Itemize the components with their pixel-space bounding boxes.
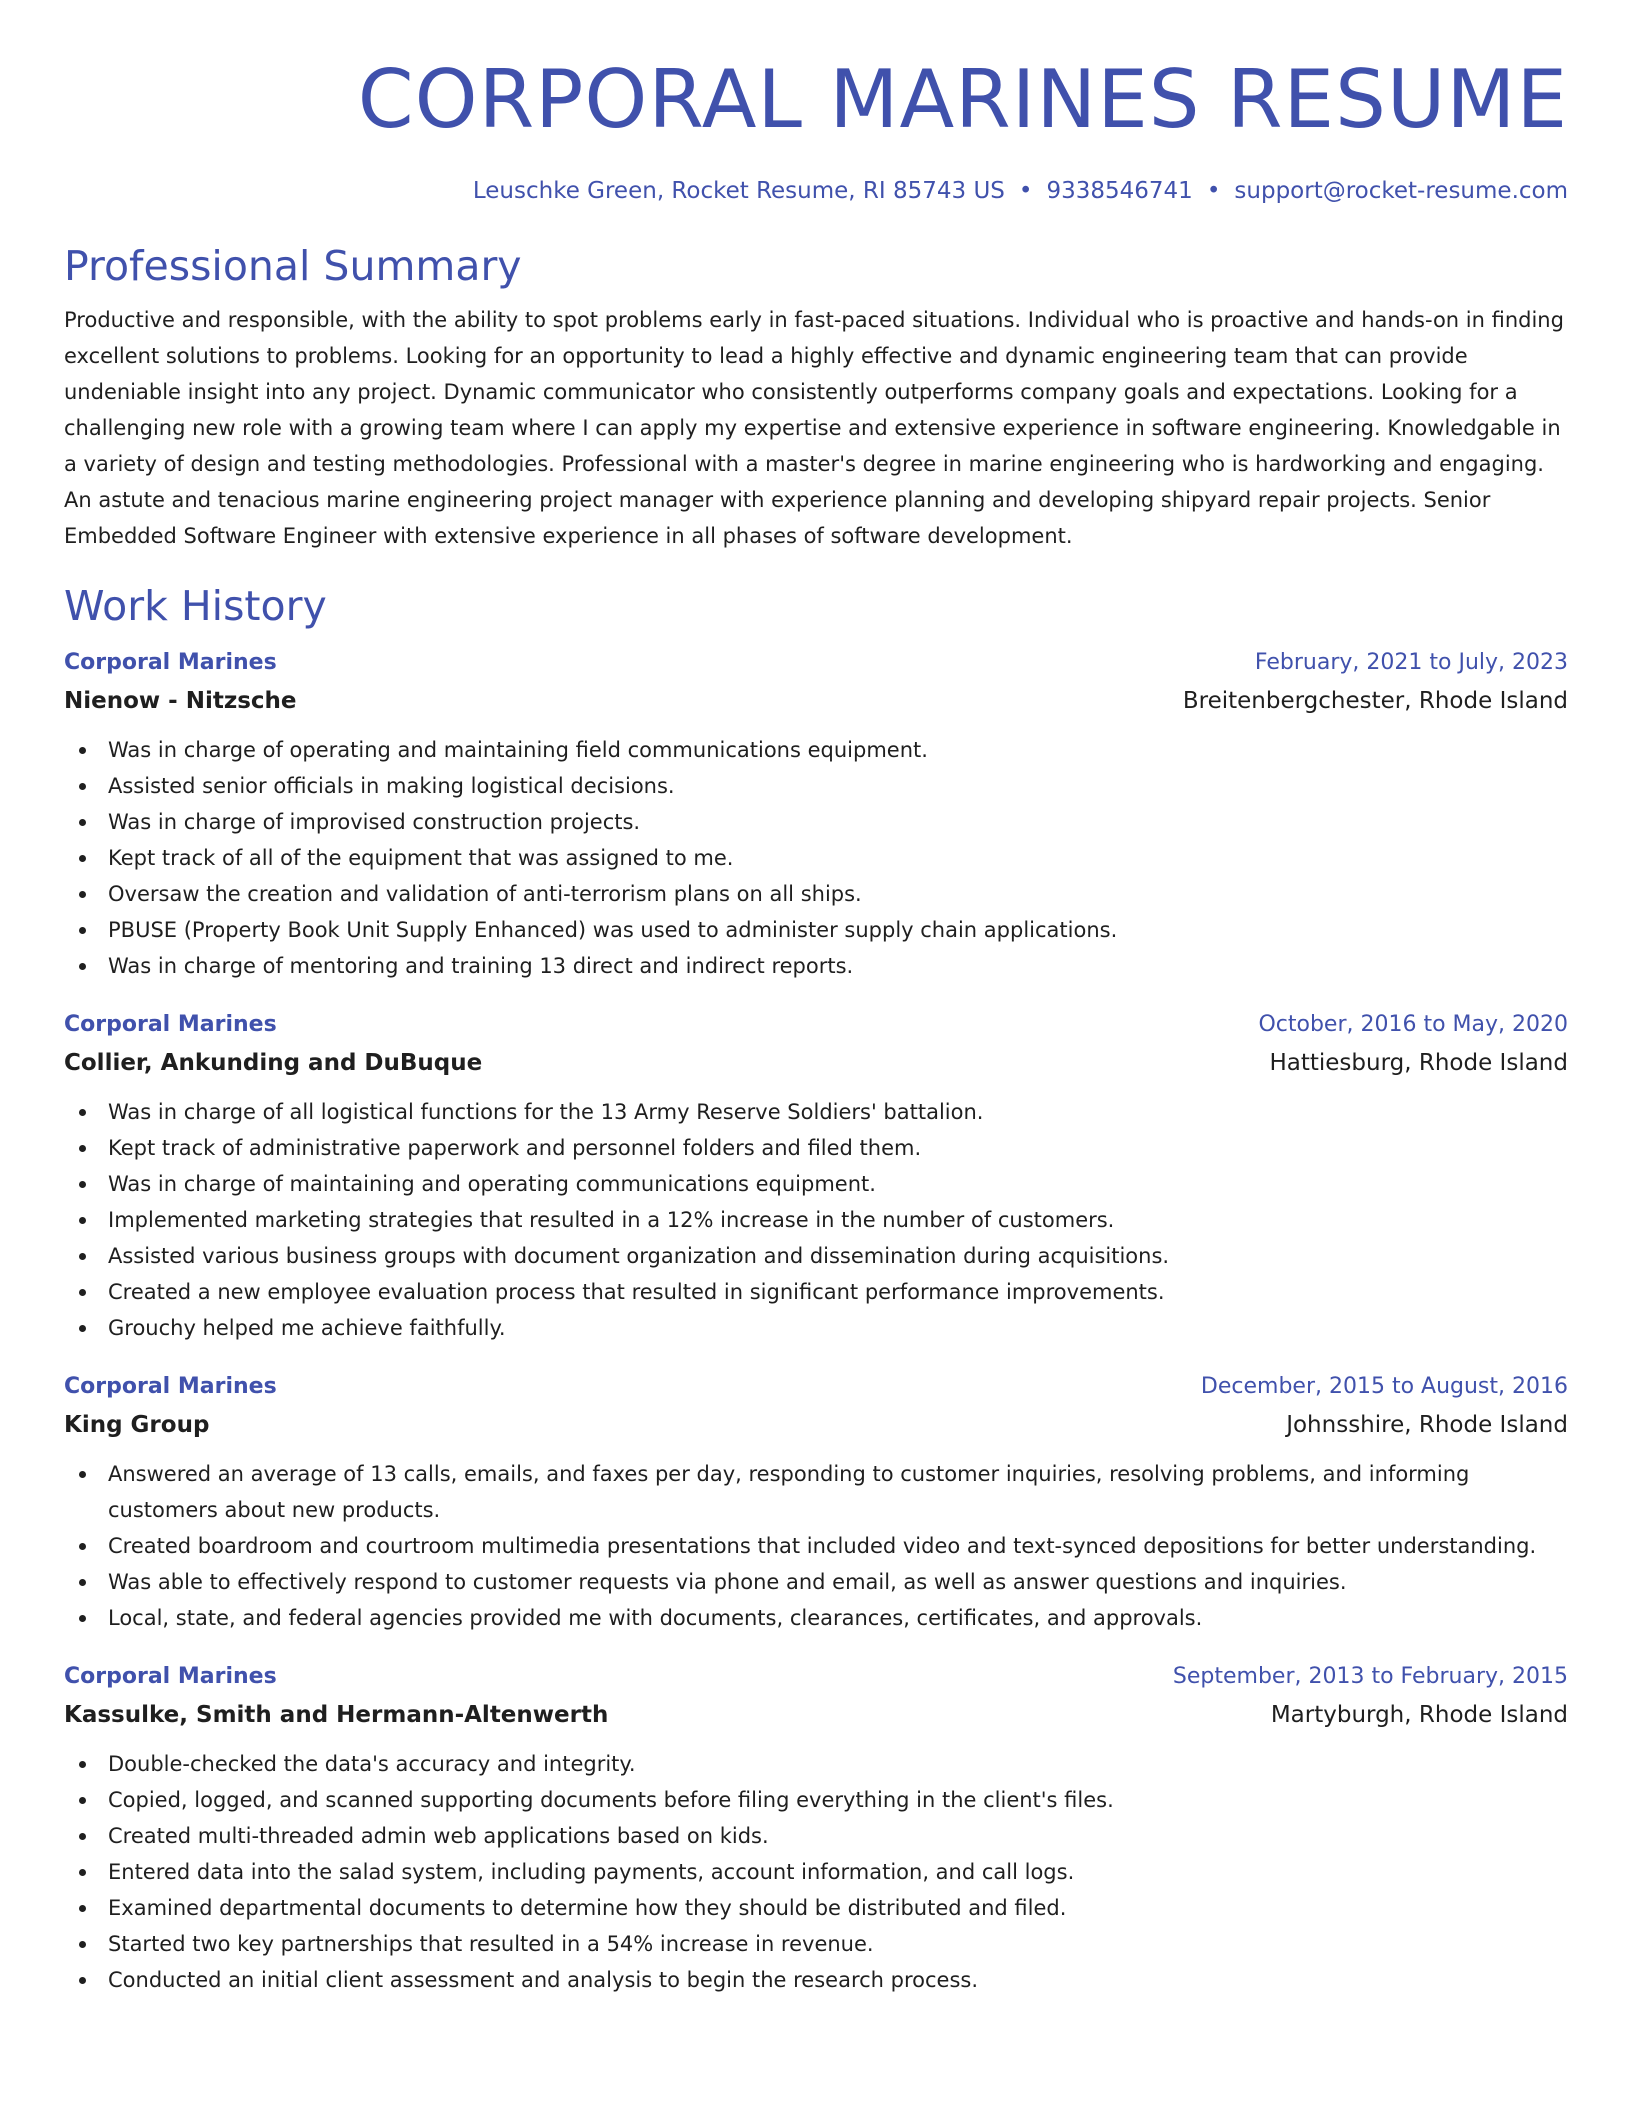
job-company-row [64, 682, 1568, 720]
job-bullet: Kept track of all of the equipment that was assigned to me. [64, 840, 1568, 876]
job-title: Corporal Marines [64, 1012, 277, 1037]
job-bullet: Assisted various business groups with document organization and dissemination during acquisitions. [64, 1238, 1568, 1274]
job-bullet: Created boardroom and courtroom multimedia presentations that included video and text-synced depositions for better understanding. [64, 1528, 1568, 1564]
job-company-row [64, 1406, 1568, 1444]
job-bullet: Conducted an initial client assessment and analysis to begin the research process. [64, 1962, 1568, 1998]
job-bullet: Was in charge of improvised construction projects. [64, 804, 1568, 840]
job-bullet: Was able to effectively respond to customer requests via phone and email, as well as answer questions and inquiries. [64, 1564, 1568, 1600]
job-bullet: Created multi-threaded admin web applications based on kids. [64, 1818, 1568, 1854]
contact-separator: • [1206, 178, 1221, 204]
job-bullet: Started two key partnerships that resulted in a 54% increase in revenue. [64, 1926, 1568, 1962]
job-title: Corporal Marines [64, 1374, 277, 1399]
job-bullet: Oversaw the creation and validation of anti-terrorism plans on all ships. [64, 876, 1568, 912]
job-list [64, 644, 1568, 1998]
job-dates: February, 2021 to July, 2023 [1254, 650, 1568, 675]
contact-email: support@rocket-resume.com [1234, 178, 1568, 204]
job-bullet: Kept track of administrative paperwork and personnel folders and filed them. [64, 1130, 1568, 1166]
job-entry [64, 644, 1568, 984]
job-entry [64, 1658, 1568, 1998]
job-entry [64, 1368, 1568, 1636]
job-title-row [64, 644, 1568, 682]
job-bullet: Was in charge of operating and maintaining field communications equipment. [64, 732, 1568, 768]
job-location: Breitenbergchester, Rhode Island [1182, 688, 1568, 714]
job-dates: December, 2015 to August, 2016 [1200, 1374, 1568, 1399]
job-bullet: Grouchy helped me achieve faithfully. [64, 1310, 1568, 1346]
resume-title: CORPORAL MARINES RESUME [357, 53, 1568, 146]
contact-phone: 9338546741 [1046, 178, 1193, 204]
summary-text: Productive and responsible, with the ability to spot problems early in fast-paced situations. Individual who is proactive and hands-on in finding excellent solutions to problems. Looking for an opportunity to lead a highly effective and dynamic engineering team that can provide undeniable insight into any project. Dynamic communicator who consistently outperforms company goals and expectations. Looking for a challenging new role with a growing team where I can apply my expertise and extensive experience in software engineering. Knowledgable in a variety of design and testing methodologies. Professional with a master's degree in marine engineering who is hardworking and engaging. An astute and tenacious marine engineering project manager with experience planning and developing shipyard repair projects. Senior Embedded Software Engineer with extensive experience in all phases of software development. [64, 308, 1564, 548]
contact-separator: • [1018, 178, 1033, 204]
job-bullet-list [64, 1746, 1568, 1998]
job-bullet: Implemented marketing strategies that resulted in a 12% increase in the number of customers. [64, 1202, 1568, 1238]
job-bullet: Was in charge of all logistical functions for the 13 Army Reserve Soldiers' battalion. [64, 1094, 1568, 1130]
job-company-row [64, 1044, 1568, 1082]
job-location: Hattiesburg, Rhode Island [1269, 1050, 1568, 1076]
job-title: Corporal Marines [64, 1664, 277, 1689]
job-title: Corporal Marines [64, 650, 277, 675]
job-bullet: Was in charge of maintaining and operating communications equipment. [64, 1166, 1568, 1202]
job-title-row [64, 1658, 1568, 1696]
job-bullet-list [64, 732, 1568, 984]
job-bullet: Local, state, and federal agencies provided me with documents, clearances, certificates, and approvals. [64, 1600, 1568, 1636]
job-bullet: Was in charge of mentoring and training 13 direct and indirect reports. [64, 948, 1568, 984]
resume-header [64, 0, 1568, 208]
resume-page [64, 0, 1568, 1998]
work-history-heading: Work History [64, 582, 327, 630]
summary-heading: Professional Summary [64, 242, 522, 290]
job-company: Collier, Ankunding and DuBuque [64, 1050, 483, 1076]
job-bullet: Created a new employee evaluation process that resulted in significant performance improvements. [64, 1274, 1568, 1310]
job-bullet: Answered an average of 13 calls, emails, and faxes per day, responding to customer inquiries, resolving problems, and informing customers about new products. [64, 1456, 1568, 1528]
contact-line [64, 174, 1568, 208]
job-title-row [64, 1368, 1568, 1406]
job-bullet: Entered data into the salad system, including payments, account information, and call logs. [64, 1854, 1568, 1890]
job-entry [64, 1006, 1568, 1346]
contact-address: Leuschke Green, Rocket Resume, RI 85743 US [472, 178, 1005, 204]
job-title-row [64, 1006, 1568, 1044]
job-bullet-list [64, 1094, 1568, 1346]
job-bullet: Examined departmental documents to determine how they should be distributed and filed. [64, 1890, 1568, 1926]
job-location: Johnsshire, Rhode Island [1286, 1412, 1568, 1438]
job-bullet-list [64, 1456, 1568, 1636]
job-bullet: Copied, logged, and scanned supporting documents before filing everything in the client's files. [64, 1782, 1568, 1818]
job-company: Nienow - Nitzsche [64, 688, 297, 714]
job-bullet: Double-checked the data's accuracy and integrity. [64, 1746, 1568, 1782]
job-company: King Group [64, 1412, 210, 1438]
job-company: Kassulke, Smith and Hermann-Altenwerth [64, 1702, 609, 1728]
job-location: Martyburgh, Rhode Island [1270, 1702, 1568, 1728]
job-bullet: Assisted senior officials in making logistical decisions. [64, 768, 1568, 804]
job-dates: September, 2013 to February, 2015 [1172, 1664, 1568, 1689]
job-company-row [64, 1696, 1568, 1734]
job-dates: October, 2016 to May, 2020 [1258, 1012, 1568, 1037]
job-bullet: PBUSE (Property Book Unit Supply Enhanced) was used to administer supply chain applications. [64, 912, 1568, 948]
